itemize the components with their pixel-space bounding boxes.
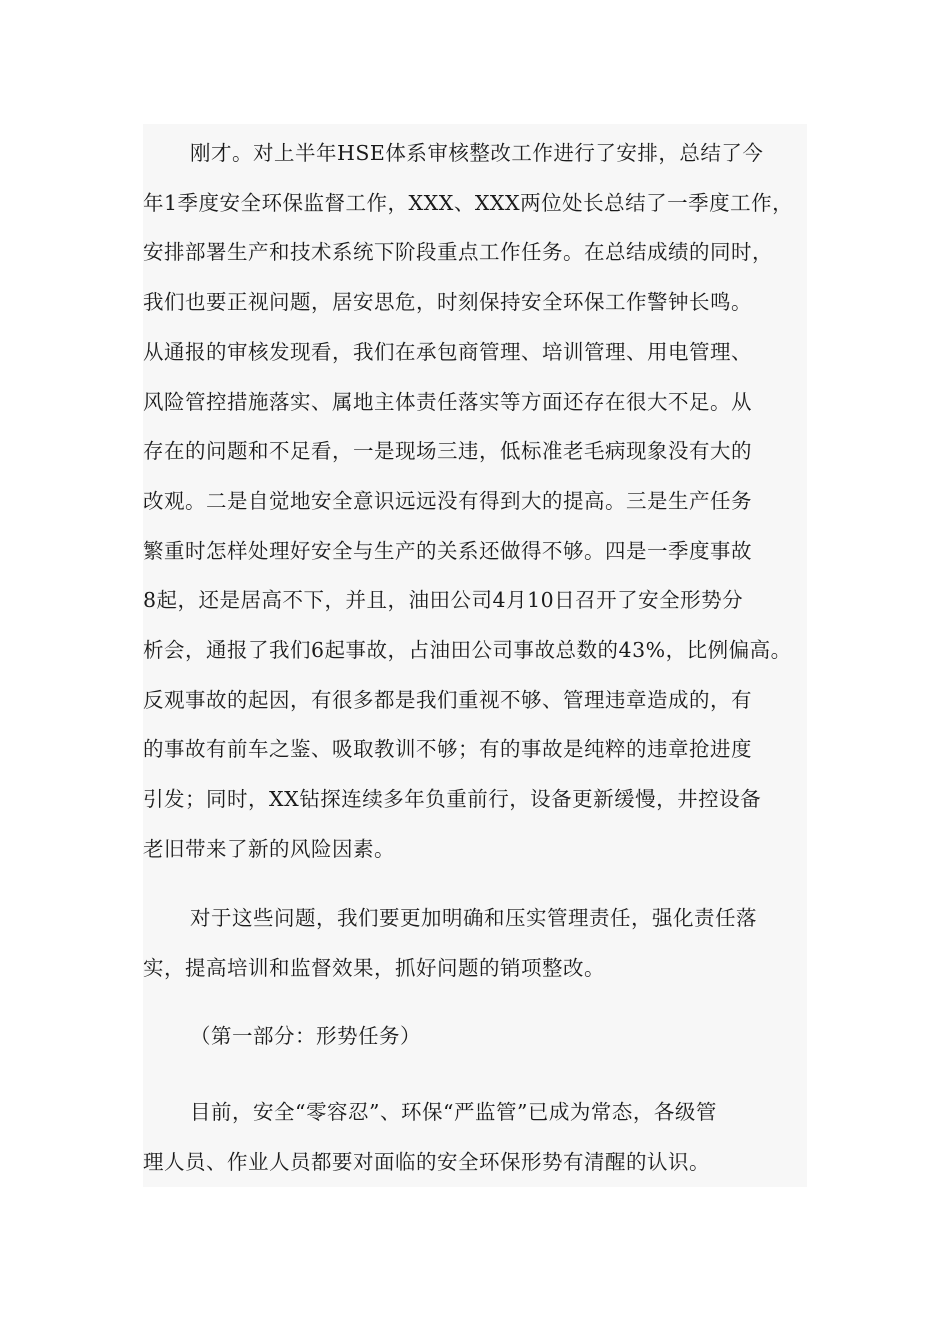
paragraph-1-line-12: 反观事故的起因，有很多都是我们重视不够、管理违章造成的，有 <box>143 688 752 712</box>
paragraph-1-line-3: 安排部署生产和技术系统下阶段重点工作任务。在总结成绩的同时， <box>143 240 773 264</box>
paragraph-1-line-11: 析会，通报了我们6起事故，占油田公司事故总数的43%，比例偏高。 <box>143 638 792 662</box>
paragraph-2-line-1: 对于这些问题，我们要更加明确和压实管理责任，强化责任落 <box>190 906 757 930</box>
paragraph-1-line-1: 刚才。对上半年HSE体系审核整改工作进行了安排，总结了今 <box>190 141 764 165</box>
paragraph-1-line-9: 繁重时怎样处理好安全与生产的关系还做得不够。四是一季度事故 <box>143 539 752 563</box>
paragraph-1-line-5: 从通报的审核发现看，我们在承包商管理、培训管理、用电管理、 <box>143 340 752 364</box>
paragraph-1-line-13: 的事故有前车之鉴、吸取教训不够；有的事故是纯粹的违章抢进度 <box>143 737 752 761</box>
paragraph-1-line-6: 风险管控措施落实、属地主体责任落实等方面还存在很大不足。从 <box>143 390 752 414</box>
paragraph-1-line-10: 8起，还是居高不下，并且，油田公司4月10日召开了安全形势分 <box>143 588 744 612</box>
section-heading: （第一部分：形势任务） <box>190 1024 421 1048</box>
paragraph-2-line-2: 实，提高培训和监督效果，抓好问题的销项整改。 <box>143 956 605 980</box>
paragraph-3-line-1: 目前，安全“零容忍”、环保“严监管”已成为常态，各级管 <box>190 1100 717 1124</box>
text-body <box>143 124 807 1187</box>
paragraph-1-line-7: 存在的问题和不足看，一是现场三违，低标准老毛病现象没有大的 <box>143 439 752 463</box>
paragraph-1-line-14: 引发；同时，XX钻探连续多年负重前行，设备更新缓慢，井控设备 <box>143 787 762 811</box>
paragraph-1-line-2: 年1季度安全环保监督工作，XXX、XXX两位处长总结了一季度工作， <box>143 191 794 215</box>
paragraph-1-line-8: 改观。二是自觉地安全意识远远没有得到大的提高。三是生产任务 <box>143 489 752 513</box>
paragraph-1-line-15: 老旧带来了新的风险因素。 <box>143 837 395 861</box>
paragraph-3-line-2: 理人员、作业人员都要对面临的安全环保形势有清醒的认识。 <box>143 1150 710 1174</box>
paragraph-1-line-4: 我们也要正视问题，居安思危，时刻保持安全环保工作警钟长鸣。 <box>143 290 752 314</box>
